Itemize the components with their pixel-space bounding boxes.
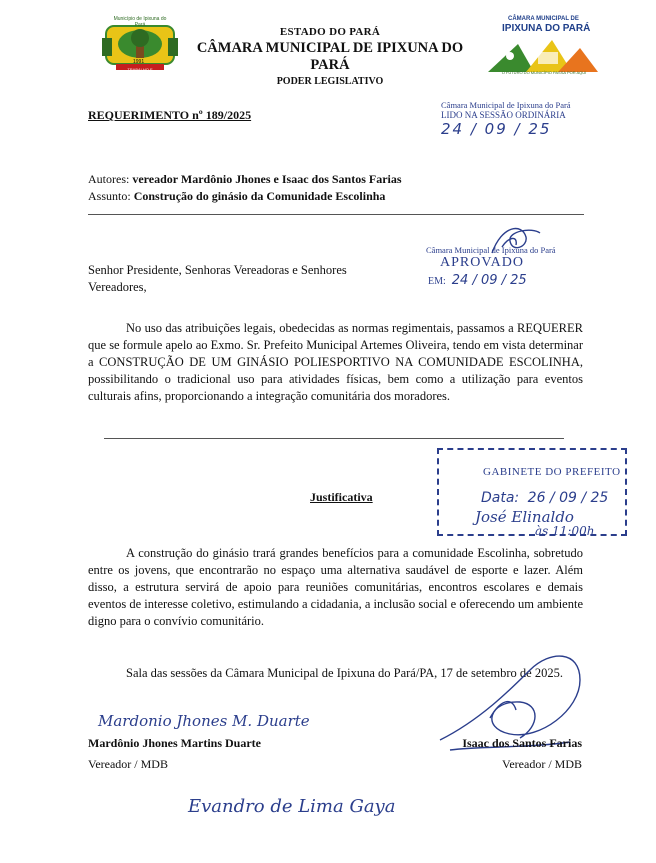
chamber-logo-tagline: O FUTURO DO MUNICÍPIO PASSA POR AQUI bbox=[501, 70, 587, 75]
signature-block-left bbox=[88, 736, 261, 772]
divider bbox=[88, 214, 584, 215]
mayor-stamp-data-label: Data: bbox=[481, 490, 520, 506]
state-name: ESTADO DO PARÁ bbox=[279, 26, 381, 38]
request-body: No uso das atribuições legais, obedecidas as normas regimentais, passamos a REQUERER que se formule apelo ao Exmo. Sr. Prefeito Municipal Artemes Oliveira, tendo em vista determinar a CONSTRUÇÃO DE UM GINÁSIO POLIESPORTIVO NA COMUNIDADE ESCOLINHA, possibilitando o tradicional uso para atividades físicas, bem como a utilização para eventos culturais afins, proporcionando a integração comunitária dos moradores. bbox=[88, 321, 583, 403]
signer-role: Vereador / MDB bbox=[502, 757, 582, 771]
signer-role: Vereador / MDB bbox=[88, 757, 168, 771]
authors-label: Autores: bbox=[88, 172, 130, 186]
chamber-name: CÂMARA MUNICIPAL DE IPIXUNA DO PARÁ bbox=[196, 40, 464, 73]
approved-stamp bbox=[426, 245, 586, 289]
mayor-stamp-title: GABINETE DO PREFEITO bbox=[483, 466, 621, 478]
divider-2 bbox=[104, 438, 564, 439]
request-number: REQUERIMENTO nº 189/2025 bbox=[88, 108, 252, 122]
chamber-logo-line2: IPIXUNA DO PARÁ bbox=[502, 23, 591, 34]
authors-line bbox=[88, 172, 402, 187]
subject-value: Construção do ginásio da Comunidade Escolinha bbox=[133, 189, 386, 203]
subject-label: Assunto: bbox=[88, 189, 131, 203]
salutation: Senhor Presidente, Senhoras Vereadoras e Senhores Vereadores, bbox=[88, 263, 347, 294]
approved-date: 24 / 09 / 25 bbox=[451, 273, 527, 288]
approved-em-label: EM: bbox=[428, 276, 446, 287]
mayor-stamp-date-line bbox=[475, 490, 608, 506]
justification-body: A construção do ginásio trará grandes benefícios para a comunidade Escolinha, sobretudo entre os jovens, que encontrarão no espaço uma alternativa saudável de esporte e lazer. Além disso, a estrutura servirá de apoio para reuniões comunitárias, encontros escolares e demais eventos de interesse coletivo, estimulando a cidadania, a inclusão social e oferecendo um ambiente digno para o convívio comunitário. bbox=[88, 546, 583, 628]
read-stamp-text: LIDO NA SESSÃO ORDINÁRIA bbox=[441, 110, 566, 120]
read-stamp-date: 24 / 09 / 25 bbox=[441, 120, 552, 138]
approved-stamp-chamber: Câmara Municipal de Ipixuna do Pará bbox=[426, 245, 556, 255]
mardonio-handwritten-signature: Mardonio Jhones M. Duarte bbox=[98, 712, 310, 730]
crest-year: 1991 bbox=[133, 59, 145, 65]
read-stamp-chamber: Câmara Municipal de Ipixuna do Pará bbox=[441, 100, 571, 110]
approved-date-line bbox=[428, 271, 586, 289]
justification-title: Justificativa bbox=[310, 490, 373, 504]
crest-motto: TRABALHO E DESENVOLVIMENTO bbox=[120, 67, 160, 77]
letterhead bbox=[180, 26, 480, 87]
chamber-logo bbox=[488, 14, 598, 78]
crest-top-text: Município de Ipixuna do Pará bbox=[113, 16, 167, 28]
third-handwritten-signature: Evandro de Lima Gaya bbox=[188, 796, 396, 817]
read-session-stamp bbox=[441, 100, 591, 138]
mayor-stamp-date: 26 / 09 / 25 bbox=[527, 490, 609, 506]
mayor-office-stamp bbox=[437, 448, 627, 536]
signer-name: Isaac dos Santos Farias bbox=[462, 736, 582, 750]
mayor-stamp-signature: José Elinaldo bbox=[475, 508, 574, 526]
authors-value: vereador Mardônio Jhones e Isaac dos Santos Farias bbox=[132, 172, 402, 186]
municipal-crest-logo bbox=[100, 16, 180, 77]
signature-block-right bbox=[426, 736, 582, 772]
subject-line bbox=[88, 189, 385, 204]
approved-status: APROVADO bbox=[440, 255, 524, 270]
closing-text: Sala das sessões da Câmara Municipal de Ipixuna do Pará/PA, 17 de setembro de 2025. bbox=[126, 666, 563, 680]
legislative-power: PODER LEGISLATIVO bbox=[276, 76, 384, 87]
chamber-logo-line1: CÂMARA MUNICIPAL DE bbox=[508, 16, 579, 22]
signer-name: Mardônio Jhones Martins Duarte bbox=[88, 736, 261, 750]
mayor-stamp-time: às 11:00h bbox=[535, 524, 595, 538]
